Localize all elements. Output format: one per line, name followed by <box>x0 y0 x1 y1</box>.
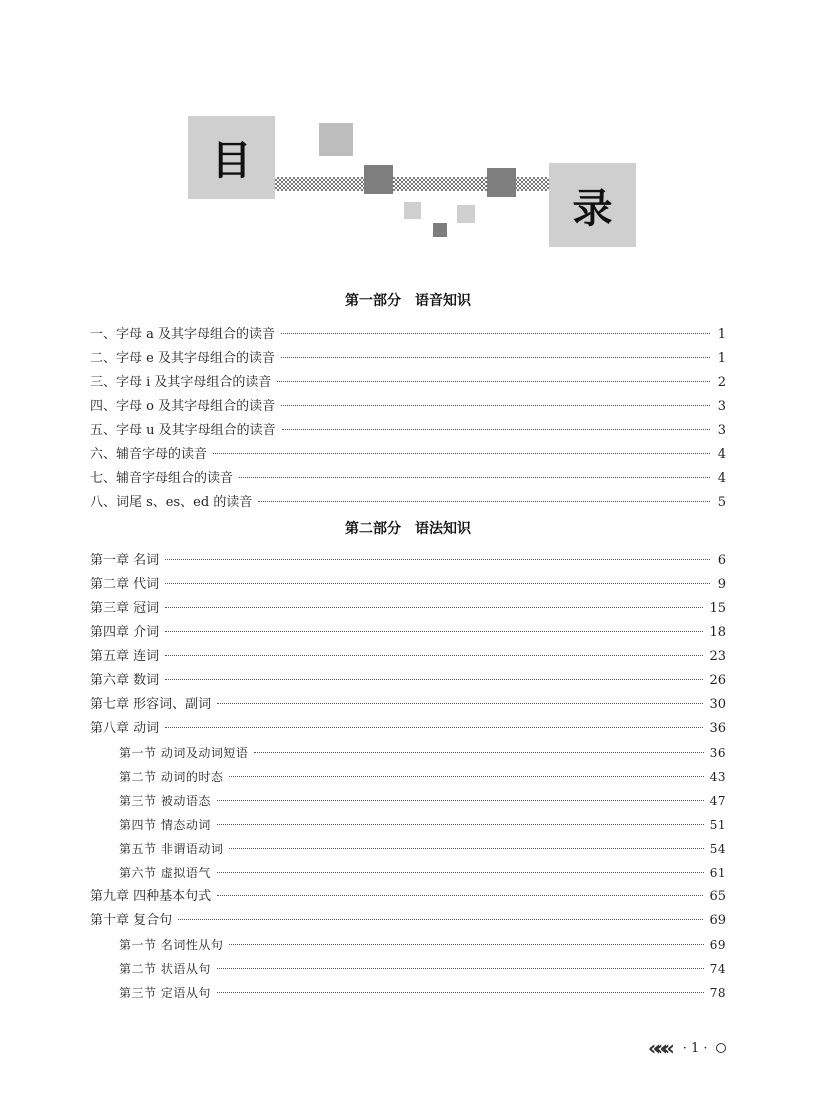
toc-entry-label: 二、字母 e 及其字母组合的读音 <box>90 351 275 366</box>
toc-entry[interactable] <box>90 648 726 666</box>
toc-leader-dots <box>229 776 703 777</box>
toc-entry-page: 69 <box>709 938 726 952</box>
toc-entry-label: 第八章 动词 <box>90 721 160 736</box>
toc-entry-page: 26 <box>709 673 726 688</box>
toc-entry[interactable] <box>90 422 726 440</box>
toc-entry[interactable] <box>90 552 726 570</box>
toc-leader-dots <box>239 477 710 478</box>
toc-leader-dots <box>217 703 703 704</box>
toc-entry[interactable] <box>90 600 726 618</box>
toc-entry[interactable] <box>90 576 726 594</box>
toc-entry[interactable] <box>119 984 726 1002</box>
toc-leader-dots <box>282 429 710 430</box>
deco-square <box>364 165 393 194</box>
toc-entry-label: 第三章 冠词 <box>90 601 160 616</box>
toc-entry[interactable] <box>90 720 726 738</box>
toc-entry-page: 43 <box>709 770 726 784</box>
toc-entry-page: 9 <box>717 577 726 592</box>
toc-entry[interactable] <box>90 912 726 930</box>
toc-entry-page: 1 <box>717 351 726 366</box>
deco-square <box>457 205 475 223</box>
toc-entry[interactable] <box>119 816 726 834</box>
toc-entry-page: 6 <box>717 553 726 568</box>
toc-leader-dots <box>178 919 703 920</box>
toc-leader-dots <box>281 333 710 334</box>
toc-entry[interactable] <box>119 744 726 762</box>
toc-entry-label: 四、字母 o 及其字母组合的读音 <box>90 399 276 414</box>
toc-entry-page: 36 <box>709 721 726 736</box>
toc-leader-dots <box>217 992 704 993</box>
toc-entry[interactable] <box>90 398 726 416</box>
toc-leader-dots <box>217 895 703 896</box>
toc-entry-page: 3 <box>717 399 726 414</box>
deco-square <box>487 168 516 197</box>
toc-leader-dots <box>165 727 703 728</box>
toc-entry-label: 八、词尾 s、es、ed 的读音 <box>90 495 253 510</box>
toc-entry-page: 4 <box>717 471 726 486</box>
toc-entry[interactable] <box>119 768 726 786</box>
toc-entry-label: 第五章 连词 <box>90 649 160 664</box>
toc-entry[interactable] <box>90 446 726 464</box>
toc-entry-label: 第五节 非谓语动词 <box>119 842 224 856</box>
toc-leader-dots <box>217 800 704 801</box>
toc-entry-label: 第三节 被动语态 <box>119 794 211 808</box>
toc-entry-page: 78 <box>709 986 726 1000</box>
toc-entry-label: 第四章 介词 <box>90 625 160 640</box>
toc-leader-dots <box>254 752 703 753</box>
toc-entry-page: 36 <box>709 746 726 760</box>
toc-entry-label: 七、辅音字母组合的读音 <box>90 471 234 486</box>
toc-leader-dots <box>217 872 704 873</box>
toc-entry[interactable] <box>119 936 726 954</box>
toc-entry[interactable] <box>90 374 726 392</box>
toc-entry-page: 69 <box>709 913 726 928</box>
toc-entry-label: 第六章 数词 <box>90 673 160 688</box>
toc-entry-label: 第一节 名词性从句 <box>119 938 224 952</box>
section-title-part1: 第一部分 语音知识 <box>345 293 471 309</box>
toc-leader-dots <box>277 381 710 382</box>
circle-icon <box>716 1043 726 1053</box>
deco-square <box>319 123 353 156</box>
toc-leader-dots <box>217 968 704 969</box>
toc-entry-label: 第十章 复合句 <box>90 913 173 928</box>
toc-leader-dots <box>165 631 703 632</box>
toc-leader-dots <box>213 453 710 454</box>
toc-entry-label: 第一节 动词及动词短语 <box>119 746 249 760</box>
toc-entry[interactable] <box>90 470 726 488</box>
toc-entry-label: 第七章 形容词、副词 <box>90 697 212 712</box>
toc-leader-dots <box>165 559 710 560</box>
toc-leader-dots <box>165 607 703 608</box>
title-char-lu: 录 <box>572 185 613 232</box>
toc-leader-dots <box>217 824 704 825</box>
toc-entry-label: 第三节 定语从句 <box>119 986 211 1000</box>
deco-square <box>433 223 447 237</box>
toc-entry-label: 第四节 情态动词 <box>119 818 211 832</box>
toc-entry-page: 61 <box>709 866 726 880</box>
toc-entry[interactable] <box>90 888 726 906</box>
toc-entry-label: 五、字母 u 及其字母组合的读音 <box>90 423 276 438</box>
toc-entry-label: 第二节 状语从句 <box>119 962 211 976</box>
toc-entry-label: 第二节 动词的时态 <box>119 770 224 784</box>
toc-entry[interactable] <box>90 696 726 714</box>
page-number: · 1 · <box>682 1040 708 1056</box>
toc-entry-label: 第二章 代词 <box>90 577 160 592</box>
toc-entry-page: 51 <box>709 818 726 832</box>
toc-entry-label: 第九章 四种基本句式 <box>90 889 212 904</box>
toc-entry[interactable] <box>119 960 726 978</box>
title-box-right <box>549 163 636 247</box>
toc-entry-label: 第一章 名词 <box>90 553 160 568</box>
toc-entry-label: 三、字母 i 及其字母组合的读音 <box>90 375 272 390</box>
toc-entry-page: 3 <box>717 423 726 438</box>
toc-entry-page: 65 <box>709 889 726 904</box>
toc-entry-page: 47 <box>709 794 726 808</box>
toc-entry-page: 15 <box>709 601 726 616</box>
toc-entry[interactable] <box>90 494 726 512</box>
toc-leader-dots <box>165 655 703 656</box>
toc-entry-label: 第六节 虚拟语气 <box>119 866 211 880</box>
title-box-left <box>188 116 275 199</box>
toc-entry-page: 1 <box>717 327 726 342</box>
toc-leader-dots <box>281 405 710 406</box>
toc-leader-dots <box>281 357 710 358</box>
toc-entry-page: 2 <box>717 375 726 390</box>
deco-square <box>404 202 421 219</box>
toc-entry-page: 4 <box>717 447 726 462</box>
toc-entry-page: 5 <box>717 495 726 510</box>
toc-entry[interactable] <box>90 672 726 690</box>
title-char-mu: 目 <box>211 138 252 184</box>
chevron-left-icon: ««« <box>648 1036 669 1060</box>
toc-entry-page: 30 <box>709 697 726 712</box>
toc-entry[interactable] <box>90 624 726 642</box>
toc-entry[interactable] <box>90 326 726 344</box>
toc-entry-page: 23 <box>709 649 726 664</box>
toc-entry-label: 六、辅音字母的读音 <box>90 447 208 462</box>
toc-entry-page: 74 <box>709 962 726 976</box>
toc-entry-label: 一、字母 a 及其字母组合的读音 <box>90 327 276 342</box>
toc-entry[interactable] <box>119 840 726 858</box>
toc-entry-page: 54 <box>709 842 726 856</box>
toc-leader-dots <box>229 848 703 849</box>
toc-entry[interactable] <box>119 792 726 810</box>
toc-leader-dots <box>258 501 710 502</box>
toc-leader-dots <box>165 679 703 680</box>
toc-entry[interactable] <box>119 864 726 882</box>
toc-leader-dots <box>229 944 703 945</box>
page-footer <box>648 1037 743 1059</box>
toc-entry[interactable] <box>90 350 726 368</box>
toc-entry-page: 18 <box>709 625 726 640</box>
toc-leader-dots <box>165 583 710 584</box>
section-title-part2: 第二部分 语法知识 <box>345 521 471 537</box>
